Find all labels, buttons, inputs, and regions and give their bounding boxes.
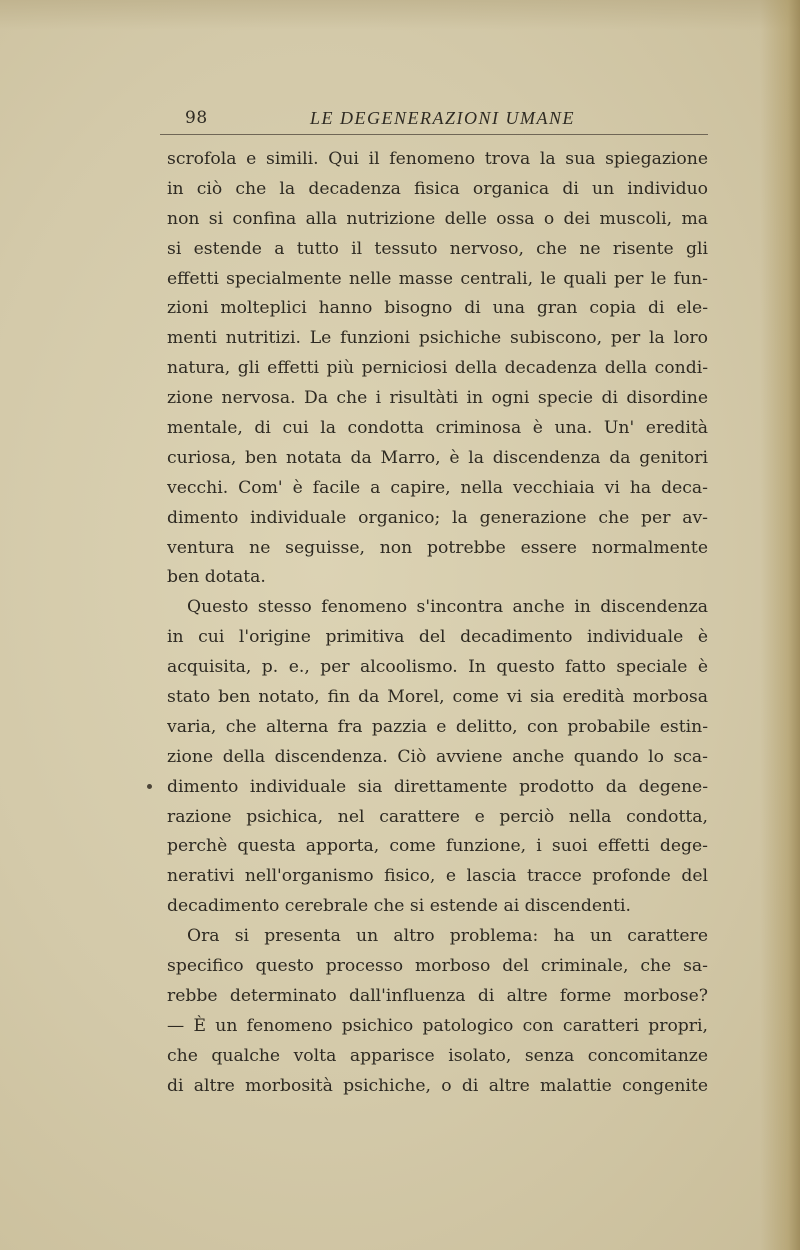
page-right-edge-shadow <box>760 0 800 1250</box>
text-line: zione della discendenza. Ciò avviene anche quando lo sca- <box>167 746 708 767</box>
running-title: LE DEGENERAZIONI UMANE <box>310 108 575 128</box>
text-line: Questo stesso fenomeno s'incontra anche in discendenza <box>187 597 708 618</box>
text-line: dimento individuale organico; la generazione che per av- <box>167 507 708 528</box>
page-top-shadow <box>0 0 800 30</box>
text-line: varia, che alterna fra pazzia e delitto, con probabile estin- <box>167 716 708 737</box>
text-line: si estende a tutto il tessuto nervoso, che ne risente gli <box>167 238 708 259</box>
text-line: nerativi nell'organismo fisico, e lascia tracce profonde del <box>167 866 708 887</box>
text-line: che qualche volta apparisce isolato, senza concomitanze <box>167 1045 708 1066</box>
text-line: specifico questo processo morboso del criminale, che sa- <box>167 956 708 977</box>
page-number: 98 <box>185 108 208 128</box>
text-line: Ora si presenta un altro problema: ha un carattere <box>187 926 708 947</box>
text-line: di altre morbosità psichiche, o di altre malattie congenite <box>167 1075 708 1096</box>
text-line: natura, gli effetti più perniciosi della decadenza della condi- <box>167 358 708 379</box>
text-line: zione nervosa. Da che i risultàti in ogni specie di disordine <box>167 388 708 409</box>
text-line: vecchi. Com' è facile a capire, nella vecchiaia vi ha deca- <box>167 477 708 498</box>
text-line: zioni molteplici hanno bisogno di una gran copia di ele- <box>167 298 708 319</box>
text-line: — È un fenomeno psichico patologico con caratteri propri, <box>167 1015 708 1036</box>
text-line: razione psichica, nel carattere e perciò nella condotta, <box>167 806 708 827</box>
text-line: ben dotata. <box>167 567 266 588</box>
text-line: menti nutritizi. Le funzioni psichiche subiscono, per la loro <box>167 328 708 349</box>
text-line: effetti specialmente nelle masse centrali, le quali per le fun- <box>167 268 708 289</box>
text-line: acquisita, p. e., per alcoolismo. In questo fatto speciale è <box>167 657 708 678</box>
text-line: ventura ne seguisse, non potrebbe essere normalmente <box>167 537 708 558</box>
text-line: mentale, di cui la condotta criminosa è una. Un' eredità <box>167 418 708 439</box>
body-text <box>167 145 708 1102</box>
text-line: non si confina alla nutrizione delle ossa o dei muscoli, ma <box>167 208 708 229</box>
text-line: stato ben notato, fin da Morel, come vi sia eredità morbosa <box>167 687 708 708</box>
text-line: in ciò che la decadenza fisica organica di un individuo <box>167 178 708 199</box>
text-line: in cui l'origine primitiva del decadimento individuale è <box>167 627 708 648</box>
text-line: scrofola e simili. Qui il fenomeno trova la sua spiegazione <box>167 149 708 169</box>
text-line: rebbe determinato dall'influenza di altre forme morbose? <box>167 985 708 1006</box>
text-line: dimento individuale sia direttamente prodotto da degene- <box>167 776 708 797</box>
running-head <box>160 108 708 135</box>
text-line: decadimento cerebrale che si estende ai discendenti. <box>167 896 631 917</box>
stray-ink-dot <box>147 784 152 789</box>
text-line: curiosa, ben notata da Marro, è la discendenza da genitori <box>167 447 708 468</box>
text-line: perchè questa apporta, come funzione, i suoi effetti dege- <box>167 836 708 857</box>
